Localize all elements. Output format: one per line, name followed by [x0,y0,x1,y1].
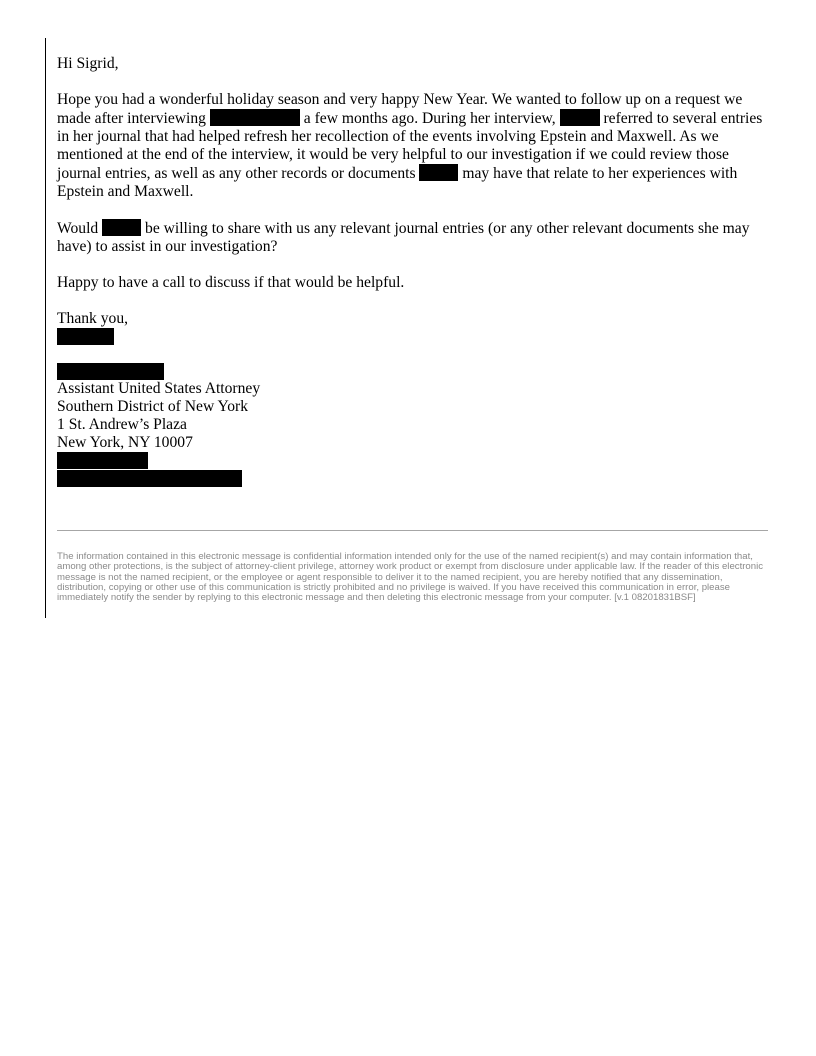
paragraph-1 [57,91,773,201]
paragraph-2 [57,219,773,256]
signature-address-line-2: New York, NY 10007 [57,434,193,451]
paragraph-3: Happy to have a call to discuss if that would be helpful. [57,274,405,291]
redacted-phone [57,452,148,469]
paragraph-2-part-2: be willing to share with us any relevant journal entries (or any other relevant documents she may have) to assist in our investigation? [57,220,750,255]
signature-title: Assistant United States Attorney [57,380,261,397]
closing: Thank you, [57,310,129,327]
redaction-box [560,109,600,126]
greeting: Hi Sigrid, [57,55,119,72]
redaction-box [419,164,458,181]
redacted-sender-fullname [57,363,164,380]
signature-address-line-1: 1 St. Andrew’s Plaza [57,416,187,433]
paragraph-1-part-3: referred to several entries in her journal that had helped refresh her recollection of the events involving Epstein and Maxwell. As we mentioned at the end of the interview, it would be very helpful to our investigation if we could review those journal entries, as well as any other records or documents [57,110,763,182]
redaction-box [210,109,300,126]
redacted-sender-name [57,328,114,345]
quote-bar [45,38,46,618]
paragraph-1-part-2: a few months ago. During her interview, [303,110,556,127]
redaction-box [102,219,141,236]
paragraph-1-part-1: Hope you had a wonderful holiday season and very happy New Year. We wanted to follow up on a request we made after interviewing [57,91,743,127]
confidentiality-notice: The information contained in this electronic message is confidential information intended only for the use of the named recipient(s) and may contain information that, among other protections, is the subject of attorney-client privilege, attorney work product or exempt from disclosure under applicable law. If the reader of this electronic message is not the named recipient, or the employee or agent responsible to deliver it to the named recipient, you are hereby notified that any dissemination, distribution, copying or other use of this communication is strictly prohibited and no privilege is waived. If you have received this communication in error, please immediately notify the sender by replying to this electronic message and then deleting this electronic message from your computer. [v.1 08201831BSF] [57,551,764,604]
signature-office: Southern District of New York [57,398,249,415]
email-body [57,55,773,487]
paragraph-1-part-4: may have that relate to her experiences with Epstein and Maxwell. [57,165,738,200]
redacted-email [57,470,242,487]
paragraph-2-part-1: Would [57,220,99,237]
footer-divider [57,530,768,531]
